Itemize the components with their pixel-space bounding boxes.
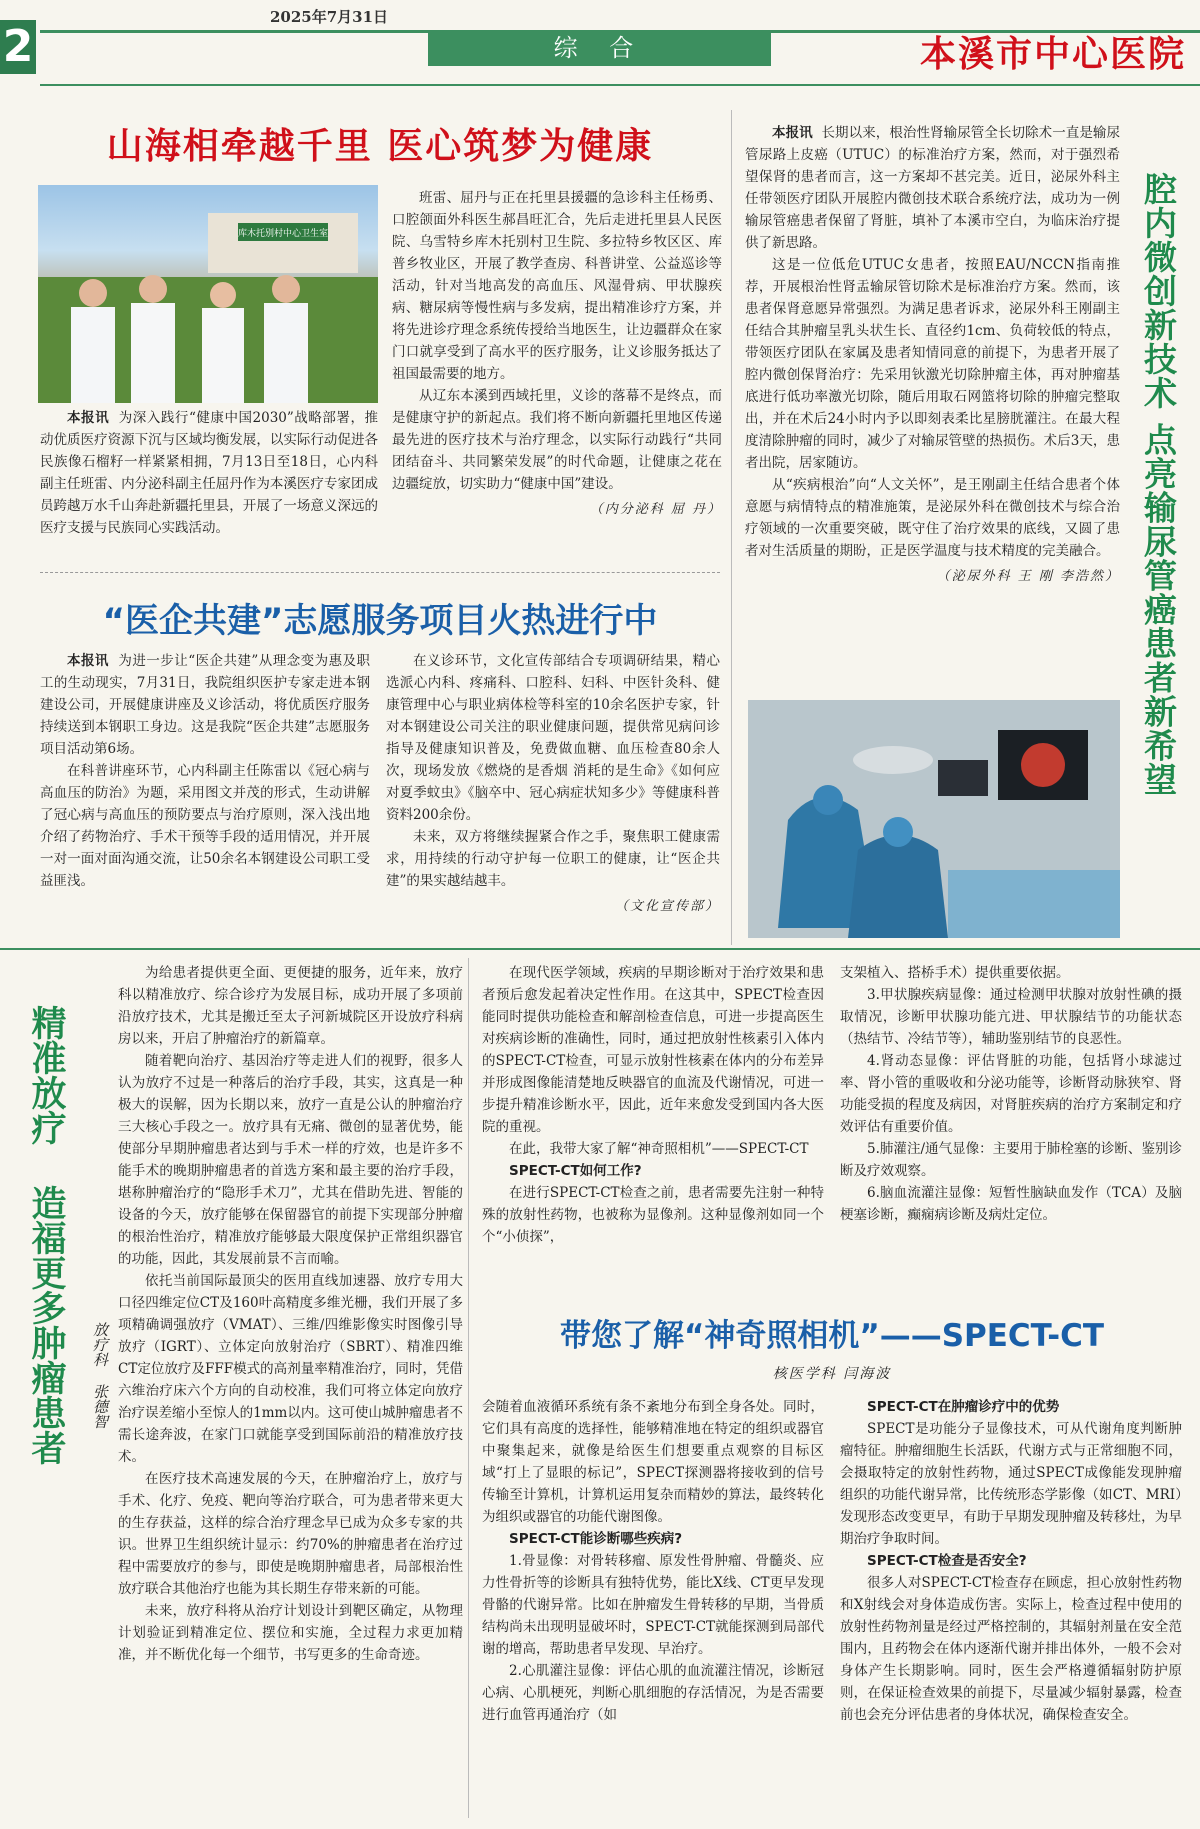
lead-text: 长期以来，根治性肾输尿管全长切除术一直是输尿管尿路上皮癌（UTUC）的标准治疗方案，然而，对于强烈希望保肾的患者而言，这一方案却不甚完美。近日，泌尿外科主任带领医疗团队开展腔内微创技术联合系统疗法，成功为一例输尿管癌患者保留了肾脏，填补了本溪市空白，为临床治疗提供了新思路。	[745, 125, 1120, 251]
title-char: 肿	[26, 1325, 66, 1360]
section-banner: 综 合	[428, 30, 771, 66]
article4-body	[118, 962, 463, 1812]
title-char: 者	[1139, 660, 1178, 695]
article-headline: 带您了解“神奇照相机”——SPECT-CT	[559, 1318, 1105, 1354]
title-char: 放	[26, 1075, 66, 1110]
title-char: 造	[26, 1185, 66, 1220]
vertical-title	[1139, 172, 1178, 797]
article5-lower-col2	[840, 1396, 1182, 1816]
article-photo-doctors	[38, 185, 378, 403]
lead-label: 本报讯	[67, 653, 109, 669]
column-separator	[731, 110, 732, 945]
hospital-name: 本溪市中心医院	[920, 33, 1187, 75]
page-number: 2	[0, 20, 36, 74]
title-char: 望	[1139, 762, 1178, 797]
paragraph: 从“疾病根治”向“人文关怀”，是王刚副主任结合患者个体意愿与病情特点的精准施策，是泌尿外科在微创技术与综合治疗领域的一次重要突破，既守住了治疗效果的底线，又圆了患者对生活质量的期盼，正是医学温度与技术精度的完美融合。	[745, 477, 1120, 559]
paragraph: 未来，放疗科将从治疗计划设计到靶区确定，从物理计划验证到精准定位、摆位和实施，全过程力求更加精准，并不断优化每一个细节，书写更多的生命奇迹。	[118, 1603, 463, 1663]
photo-sign-text: 库木托别村中心卫生室	[237, 229, 329, 239]
paragraph: 在此，我带大家了解“神奇照相机”——SPECT-CT	[509, 1141, 809, 1157]
article-author: （文化宣传部）	[614, 899, 720, 914]
title-char: 新	[1139, 694, 1178, 729]
article5-upper-col2	[840, 962, 1182, 1292]
article1-body	[392, 187, 722, 537]
subheading: SPECT-CT在肿瘤诊疗中的优势	[867, 1399, 1060, 1415]
paragraph: 支架植入、搭桥手术）提供重要依据。	[840, 965, 1070, 981]
paragraph: 在义诊环节，文化宣传部结合专项调研结果，精心选派心内科、疼痛科、口腔科、妇科、中医针灸科、健康管理中心与职业病体检等科室的10余名医护专家，针对本钢建设公司关注的职业健康问题，提供常见病问诊指导及健康知识普及，免费做血糖、血压检查80余人次，现场发放《燃烧的是香烟 消耗的是生命》《如何应对夏季蚊虫》《脑卒中、冠心病症状知多少》等健康科普资料200余份。	[386, 653, 720, 823]
article-headline: “医企共建”志愿服务项目火热进行中	[102, 601, 658, 641]
article1-lead	[40, 407, 378, 557]
column-separator	[468, 958, 469, 1818]
paragraph: 在科普讲座环节，心内科副主任陈雷以《冠心病与高血压的防治》为题，采用图文并茂的形式，生动讲解了冠心病与高血压的预防要点与治疗原则，深入浅出地介绍了药物治疗、手术干预等手段的适用情况，并开展一对一面对面沟通交流，让50余名本钢建设公司职工受益匪浅。	[40, 763, 370, 889]
title-char: 患	[26, 1395, 66, 1430]
article-headline-vertical	[1130, 172, 1186, 892]
paragraph: 班雷、屈丹与正在托里县援疆的急诊科主任杨勇、口腔颌面外科医生郝昌旺汇合，先后走进托里县人民医院、乌雪特乡库木托别村卫生院、多拉特乡牧区区、库普乡牧业区，开展了教学查房、科普讲堂、公益巡诊等活动，针对当地高发的高血压、风湿骨病、甲状腺疾病、糖尿病等慢性病与多发病，提出精准诊疗方案，并将先进诊疗理念系统传授给当地医生，让边疆群众在家门口就享受到了高水平的医疗服务，让义诊服务抵达了祖国最需要的地方。	[392, 190, 722, 382]
title-char: 输	[1139, 490, 1178, 525]
title-char: 术	[1139, 376, 1178, 410]
subheading: SPECT-CT检查是否安全?	[867, 1553, 1027, 1569]
title-char	[1139, 410, 1178, 423]
paragraph: 随着靶向治疗、基因治疗等走进人们的视野，很多人认为放疗不过是一种落后的治疗手段，其实，这真是一种极大的误解，因为长期以来，放疗一直是公认的肿瘤治疗三大核心手段之一。放疗具有无痛、微创的显著优势，能使部分早期肿瘤患者达到与手术一样的疗效，也是许多不能手术的晚期肿瘤患者的首选方案和最主要的治疗手段，堪称肿瘤治疗的“隐形手术刀”，尤其在借助先进、智能的设备的今天，放疗能够在保留器官的前提下实现部分肿瘤的根治性治疗，精准放疗能够最大限度保护正常组织器官的功能，因此，其发展前景不言而喻。	[118, 1053, 463, 1267]
article-author: （内分泌科 屈 丹）	[589, 502, 722, 517]
paragraph: 未来，双方将继续握紧合作之手，聚焦职工健康需求，用持续的行动守护每一位职工的健康，让“医企共建”的果实越结越丰。	[386, 829, 720, 889]
paragraph: 2.心肌灌注显像：评估心肌的血流灌注情况，诊断冠心病、心肌梗死，判断心肌细胞的存活情况，为是否需要进行血管再通治疗（如	[482, 1663, 824, 1723]
paragraph: 在现代医学领域，疾病的早期诊断对于治疗效果和患者预后愈发起着决定性作用。在这其中，SPECT检查因能同时提供功能检查和解剖检查信息，可进一步提高医生对疾病诊断的准确性，同时，通过把放射性核素引入体内的SPECT-CT检查，可显示放射性核素在体内的分布差异并形成图像能清楚地反映器官的血流及代谢情况，可进一步提升精准诊断水平，因此，近年来愈发受到国内各大医院的重视。	[482, 965, 824, 1135]
title-char: 多	[26, 1290, 66, 1325]
subheading: SPECT-CT能诊断哪些疾病?	[509, 1531, 683, 1547]
paragraph: 4.肾动态显像：评估肾脏的功能，包括肾小球滤过率、肾小管的重吸收和分泌功能等，诊断肾动脉狭窄、肾功能受损的程度及病因，对肾脏疾病的治疗方案制定和疗效评估有重要价值。	[840, 1053, 1182, 1135]
paragraph: 为给患者提供更全面、更便捷的服务，近年来，放疗科以精准放疗、综合诊疗为发展目标，成功开展了多项前沿放疗技术，尤其是搬迁至太子河新城院区开设放疗科病房以来，开启了肿瘤治疗的新篇章。	[118, 965, 463, 1047]
byline-dept: 放疗科	[91, 1322, 109, 1367]
title-char: 希	[1139, 728, 1178, 763]
divider	[40, 572, 720, 573]
paragraph: 会随着血液循环系统有条不紊地分布到全身各处。同时，它们具有高度的选择性，能够精准地在特定的组织或器官中聚集起来，就像是给医生们想要重点观察的目标区域“打上了显眼的标记”，SPECT探测器将接收到的信号传输至计算机，计算机运用复杂而精妙的算法，最终转化为组织或器官的功能代谢图像。	[482, 1399, 824, 1525]
section-divider	[0, 948, 1200, 950]
photo-illustration	[38, 185, 378, 403]
title-char: 癌	[1139, 592, 1178, 627]
lead-text: 为进一步让“医企共建”从理念变为惠及职工的生动现实，7月31日，我院组织医护专家走进本钢建设公司，开展健康讲座及义诊活动，将优质医疗服务持续送到本钢职工身边。这是我院“医企共建”志愿服务项目活动第6场。	[40, 653, 370, 757]
title-char: 更	[26, 1255, 66, 1290]
article-photo-surgery	[748, 700, 1120, 938]
article2-col2	[386, 650, 720, 940]
subheading: SPECT-CT如何工作?	[509, 1163, 642, 1179]
title-char: 管	[1139, 558, 1178, 593]
title-char: 新	[1139, 308, 1178, 342]
title-char: 尿	[1139, 524, 1178, 559]
title-char: 者	[26, 1430, 66, 1465]
paragraph: 依托当前国际最顶尖的医用直线加速器、放疗专用大口径四维定位CT及160叶高精度多维光栅，我们开展了多项精确调强放疗（VMAT）、三维/四维影像实时图像引导放疗（IGRT）、立体定向放射治疗（SBRT）、精准四维CT定位放疗及FFF模式的高剂量率精准治疗，同时，凭借六维治疗床六个方向的自动校准，我们可将立体定向放疗治疗误差缩小至惊人的1mm以内。这可使山城肿瘤患者不需长途奔波，在家门口就能享受到国际前沿的精准放疗技术。	[118, 1273, 463, 1465]
title-char: 福	[26, 1220, 66, 1255]
paragraph: 3.甲状腺疾病显像：通过检测甲状腺对放射性碘的摄取情况，诊断甲状腺功能亢进、甲状腺结节的功能状态（热结节、冷结节等），辅助鉴别结节的良恶性。	[840, 987, 1182, 1047]
title-char: 瘤	[26, 1360, 66, 1395]
title-char: 患	[1139, 626, 1178, 661]
article-byline: 核医学科 闫海波	[772, 1366, 892, 1382]
paragraph: 在进行SPECT-CT检查之前，患者需要先注射一种特殊的放射性药物，也被称为显像剂。这种显像剂如同一个个“小侦探”，	[482, 1185, 824, 1245]
title-char: 点	[1139, 422, 1178, 457]
article2-col1	[40, 650, 370, 940]
paragraph: 6.脑血流灌注显像：短暂性脑缺血发作（TCA）及脑梗塞诊断，癫痫病诊断及病灶定位。	[840, 1185, 1182, 1223]
article-author: （泌尿外科 王 刚 李浩然）	[936, 569, 1120, 584]
paragraph: 在医疗技术高速发展的今天，在肿瘤治疗上，放疗与手术、化疗、免疫、靶向等治疗联合，可为患者带来更大的生存获益，这样的综合治疗理念早已成为众多专家的共识。世界卫生组织统计显示：约70%的肿瘤患者在治疗过程中需要放疗的参与，即使是晚期肿瘤患者，局部根治性放疗联合其他治疗也能为其长期生存带来新的可能。	[118, 1471, 463, 1597]
lead-text: 为深入践行“健康中国2030”战略部署，推动优质医疗资源下沉与区域均衡发展，以实际行动促进各民族像石榴籽一样紧紧相拥，7月13日至18日，心内科副主任班雷、内分泌科副主任屈丹作为本溪医疗专家团成员跨越万水千山奔赴新疆托里县，开展了一场意义深远的医疗支援与民族同心实践活动。	[40, 410, 378, 536]
title-char: 内	[1139, 206, 1178, 240]
paragraph: 5.肺灌注/通气显像：主要用于肺栓塞的诊断、鉴别诊断及疗效观察。	[840, 1141, 1182, 1179]
title-char: 疗	[26, 1110, 66, 1145]
lead-label: 本报讯	[67, 410, 110, 426]
surgery-illustration	[748, 700, 1120, 938]
byline-name: 张德智	[91, 1383, 109, 1429]
article3-body	[745, 122, 1120, 697]
article5-upper-col1	[482, 962, 824, 1292]
paragraph: 这是一位低危UTUC女患者，按照EAU/NCCN指南推荐，开展根治性肾盂输尿管切除术是标准治疗方案。然而，该患者保肾意愿异常强烈。为满足患者诉求，泌尿外科王刚副主任结合其肿瘤呈乳头状生长、直径约1cm、负荷较低的特点，带领医疗团队在家属及患者知情同意的前提下，为患者开展了腔内微创保肾治疗：先采用钬激光切除肿瘤主体，再对肿瘤基底进行低功率激光切除，随后用取石网篮将切除的肿瘤完整取出，并在术后24小时内予以即刻表柔比星膀胱灌注。在最大程度清除肿瘤的同时，减少了对输尿管壁的热损伤。术后3天，患者出院，居家随访。	[745, 257, 1120, 471]
masthead-bottom-rule	[40, 84, 1200, 86]
title-char: 创	[1139, 274, 1178, 308]
article4-byline	[70, 1322, 110, 1482]
masthead	[0, 0, 1200, 88]
article-headline: 山海相牵越千里 医心筑梦为健康	[106, 126, 654, 167]
title-char: 准	[26, 1040, 66, 1075]
title-char: 腔	[1139, 172, 1178, 206]
lead-label: 本报讯	[772, 125, 813, 141]
issue-date: 2025年7月31日	[270, 8, 389, 26]
article5-lower-col1	[482, 1396, 824, 1816]
paragraph: 很多人对SPECT-CT检查存在顾虑，担心放射性药物和X射线会对身体造成伤害。实际上，检查过程中使用的放射性药物剂量是经过严格控制的，其辐射剂量在安全范围内，且药物会在体内逐渐代谢并排出体外，一般不会对身体产生长期影响。同时，医生会严格遵循辐射防护原则，在保证检查效果的前提下，尽量减少辐射暴露，检查前也会充分评估患者的身体状况，确保检查安全。	[840, 1575, 1182, 1723]
paragraph: SPECT是功能分子显像技术，可从代谢角度判断肿瘤特征。肿瘤细胞生长活跃，代谢方式与正常细胞不同，会摄取特定的放射性药物，通过SPECT成像能发现肿瘤组织的功能代谢异常，比传统形态学影像（如CT、MRI）发现形态改变更早，有助于早期发现肿瘤及转移灶，为早期治疗争取时间。	[840, 1421, 1182, 1547]
title-char: 技	[1139, 342, 1178, 376]
article-headline-vertical	[18, 1005, 74, 1745]
title-char: 精	[26, 1005, 66, 1040]
title-char: 亮	[1139, 456, 1178, 491]
vertical-title-top	[26, 1005, 66, 1465]
title-char: 微	[1139, 240, 1178, 274]
paragraph: 1.骨显像：对骨转移瘤、原发性骨肿瘤、骨髓炎、应力性骨折等的诊断具有独特优势，能比X线、CT更早发现骨骼的代谢异常。比如在肿瘤发生骨转移的早期，当骨质结构尚未出现明显破坏时，SPECT-CT就能探测到局部代谢的增高，帮助患者早发现、早治疗。	[482, 1553, 824, 1657]
paragraph: 从辽东本溪到西域托里，义诊的落幕不是终点，而是健康守护的新起点。我们将不断向新疆托里地区传递最先进的医疗技术与治疗理念，以实际行动践行“共同团结奋斗、共同繁荣发展”的时代命题，让健康之花在边疆绽放，切实助力“健康中国”建设。	[392, 388, 722, 492]
